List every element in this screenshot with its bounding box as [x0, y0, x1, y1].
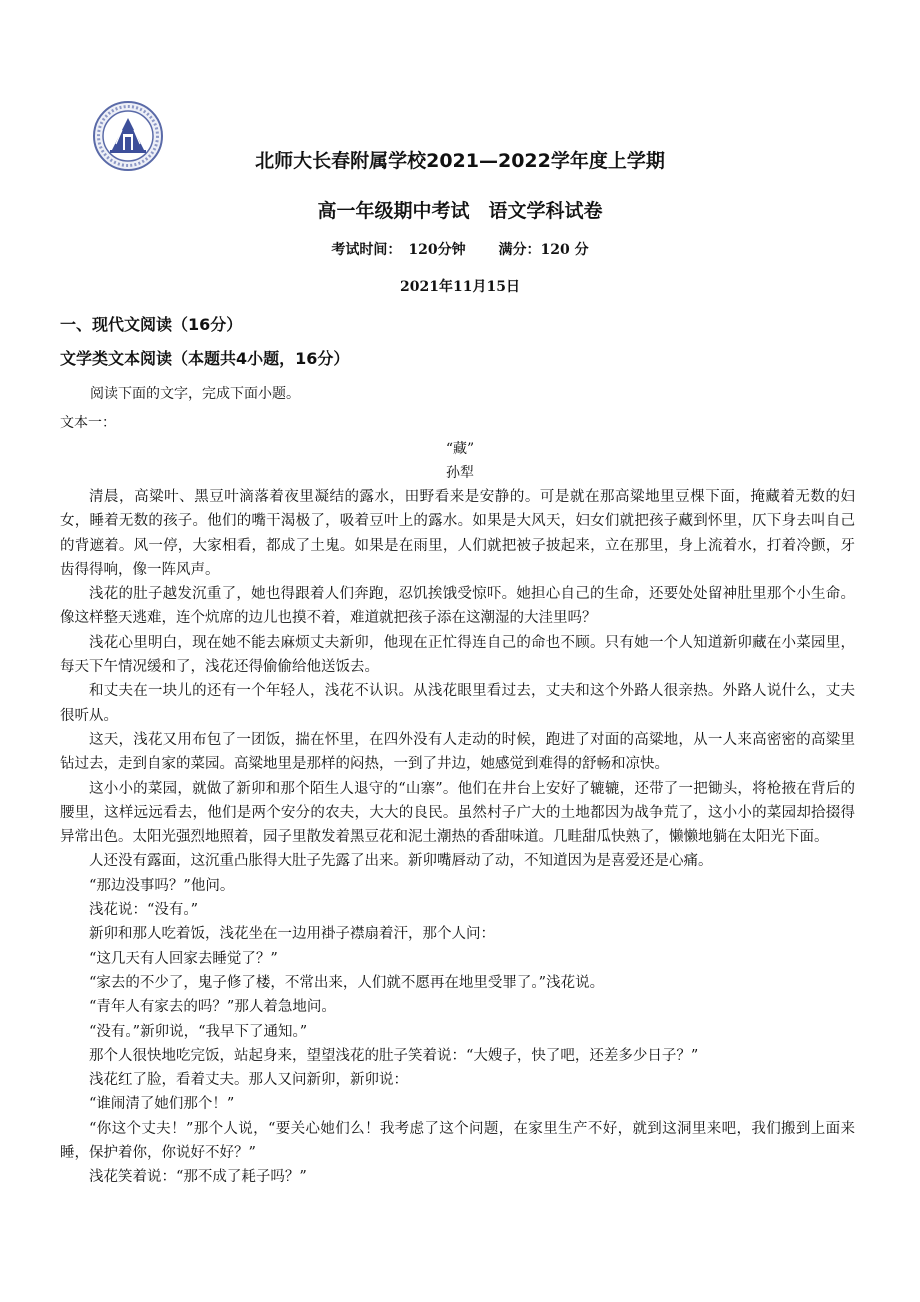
text-label: 文本一：	[60, 415, 116, 431]
school-exam-title: 北师大长春附属学校2021—2022学年度上学期	[255, 150, 665, 172]
passage-paragraph: 那个人很快地吃完饭，站起身来，望望浅花的肚子笑着说：“大嫂子，快了吧，还差多少日子？”	[89, 1047, 699, 1064]
passage-title: “藏”	[445, 441, 475, 457]
passage-paragraph: “那边没事吗？”他问。	[89, 877, 235, 894]
passage-paragraph: “这几天有人回家去睡觉了？”	[89, 950, 278, 967]
passage-paragraph: “没有。”新卯说，“我早下了通知。”	[89, 1023, 308, 1040]
passage-paragraph: “青年人有家去的吗？”那人着急地问。	[89, 999, 336, 1016]
passage-paragraph: “谁闹清了她们那个！”	[89, 1096, 235, 1113]
passage-paragraph: 浅花的肚子越发沉重了，她也得跟着人们奔跑，忍饥挨饿受惊吓。她担心自己的生命，还要处处留神肚里那个小生命。像这样整天逃难，连个炕席的边儿也摸不着，难道就把孩子添在这潮湿的大洼里吗？	[60, 586, 855, 627]
passage-paragraph: 新卯和那人吃着饭，浅花坐在一边用褂子襟扇着汗，那个人问：	[89, 926, 495, 943]
reading-instruction: 阅读下面的文字，完成下面小题。	[90, 386, 300, 402]
passage-paragraph: 人还没有露面，这沉重凸胀得大肚子先露了出来。新卯嘴唇动了动，不知道因为是喜爱还是心痛。	[89, 853, 713, 870]
passage-body	[60, 485, 855, 1190]
passage-paragraph: 浅花笑着说：“那不成了耗子吗？”	[89, 1169, 307, 1186]
section-heading: 一、现代文阅读（16分）	[60, 315, 243, 334]
passage-paragraph: 浅花红了脸，看着丈夫。那人又问新卯，新卯说：	[89, 1072, 408, 1089]
passage-paragraph: 浅花心里明白，现在她不能去麻烦丈夫新卯，他现在正忙得连自己的命也不顾。只有她一个人知道新卯藏在小菜园里，每天下午情况缓和了，浅花还得偷偷给他送饭去。	[60, 634, 855, 676]
passage-author: 孙犁	[446, 465, 474, 481]
full-score: 满分：120 分	[498, 242, 589, 258]
passage-paragraph: “你这个丈夫！”那个人说，“要关心她们么！我考虑了这个问题，在家里生产不好，就到这洞里来吧，我们搬到上面来睡，保护着你，你说好不好？”	[60, 1120, 855, 1162]
passage-paragraph: “家去的不少了，鬼子修了楼，不常出来，人们就不愿再在地里受罪了。”浅花说。	[89, 974, 605, 991]
passage-paragraph: 这小小的菜园，就做了新卯和那个陌生人退守的“山寨”。他们在井台上安好了辘辘，还带了一把锄头，将枪掖在背后的腰里，这样远远看去，他们是两个安分的农夫，大大的良民。虽然村子广大的土地都因为战争荒了，这小小的菜园却拾掇得异常出色。太阳光强烈地照着，园子里散发着黑豆花和泥土潮热的香甜味道。几畦甜瓜快熟了，懒懒地躺在太阳光下面。	[60, 780, 855, 846]
section-subheading: 文学类文本阅读（本题共4小题，16分）	[60, 349, 350, 368]
passage-paragraph: 这天，浅花又用布包了一团饭，揣在怀里，在四外没有人走动的时候，跑进了对面的高粱地，从一人来高密密的高粱里钻过去，走到自家的菜园。高粱地里是那样的闷热，一到了井边，她感觉到难得的舒畅和凉快。	[60, 731, 855, 773]
passage-paragraph: 清晨，高粱叶、黑豆叶滴落着夜里凝结的露水，田野看来是安静的。可是就在那高粱地里豆棵下面，掩藏着无数的妇女，睡着无数的孩子。他们的嘴干渴极了，吸着豆叶上的露水。如果是大风天，妇女们就把孩子藏到怀里，仄下身去叫自己的背遮着。风一停，大家相看，都成了土鬼。如果是在雨里，人们就把被子披起来，立在那里，身上流着水，打着冷颤，牙齿得得响，像一阵风声。	[60, 489, 855, 578]
passage-paragraph: 浅花说：“没有。”	[89, 902, 199, 919]
exam-time: 考试时间： 120分钟	[331, 242, 466, 258]
exam-date: 2021年11月15日	[400, 279, 520, 295]
exam-subject-title: 高一年级期中考试 语文学科试卷	[317, 200, 603, 222]
passage-paragraph: 和丈夫在一块儿的还有一个年轻人，浅花不认识。从浅花眼里看过去，丈夫和这个外路人很亲热。外路人说什么，丈夫很听从。	[60, 683, 855, 724]
exam-info	[0, 239, 920, 259]
